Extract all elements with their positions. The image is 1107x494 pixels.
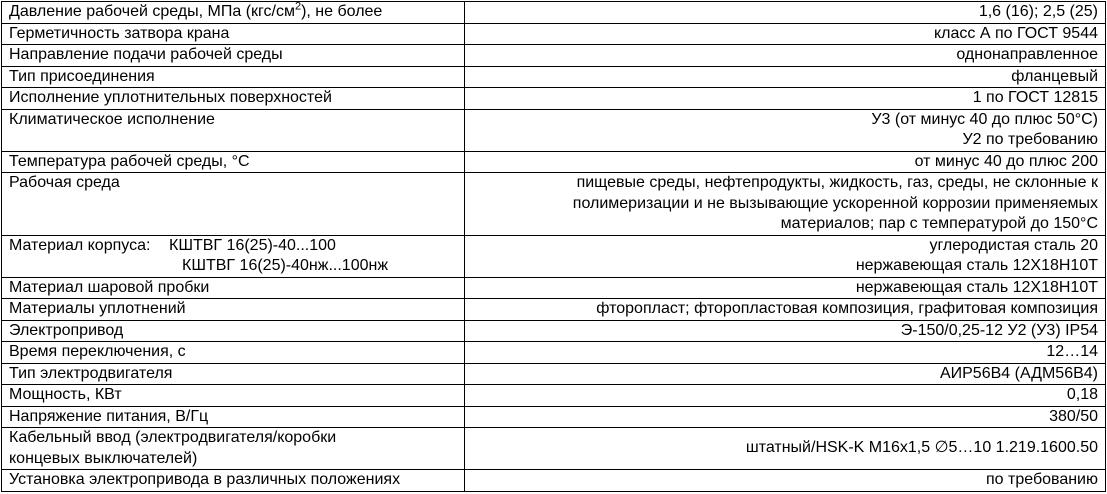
row-label: Материал шаровой пробки xyxy=(2,277,465,299)
row-label: Кабельный ввод (электродвигателя/коробки концевых выключателей) xyxy=(2,428,465,470)
row-value: фторопласт; фторопластовая композиция, графитовая композиция xyxy=(465,299,1106,321)
table-row xyxy=(2,342,1106,364)
table-row xyxy=(2,88,1106,110)
table-row xyxy=(2,470,1106,492)
table-row xyxy=(2,23,1106,45)
row-label: Тип присоединения xyxy=(2,66,465,88)
table-row xyxy=(2,363,1106,385)
row-value: фланцевый xyxy=(465,66,1106,88)
table-row xyxy=(2,428,1106,470)
row-label: Установка электропривода в различных положениях xyxy=(2,470,465,492)
table-row xyxy=(2,173,1106,236)
row-label: Направление подачи рабочей среды xyxy=(2,45,465,67)
row-value: пищевые среды, нефтепродукты, жидкость, газ, среды, не склонные к полимеризации и не вызывающие ускоренной коррозии применяемых материалов; пар с температурой до 150°С xyxy=(465,173,1106,236)
row-value: углеродистая сталь 20 нержавеющая сталь 12Х18Н10Т xyxy=(465,235,1106,277)
row-value: класс А по ГОСТ 9544 xyxy=(465,23,1106,45)
row-label: Температура рабочей среды, °С xyxy=(2,151,465,173)
row-value: 380/50 xyxy=(465,406,1106,428)
table-row xyxy=(2,299,1106,321)
row-label: Материал корпуса: КШТВГ 16(25)-40...100 КШТВГ 16(25)-40нж...100нж xyxy=(2,235,465,277)
table-row xyxy=(2,66,1106,88)
row-value: У3 (от минус 40 до плюс 50°С) У2 по требованию xyxy=(465,109,1106,151)
row-value: 0,18 xyxy=(465,385,1106,407)
row-label: Исполнение уплотнительных поверхностей xyxy=(2,88,465,110)
row-label: Рабочая среда xyxy=(2,173,465,236)
row-label: Тип электродвигателя xyxy=(2,363,465,385)
row-label: Климатическое исполнение xyxy=(2,109,465,151)
table-row xyxy=(2,109,1106,151)
row-value: по требованию xyxy=(465,470,1106,492)
table-row xyxy=(2,151,1106,173)
row-label: Герметичность затвора крана xyxy=(2,23,465,45)
table-row xyxy=(2,406,1106,428)
row-value: штатный/HSK-K M16x1,5 ∅5…10 1.219.1600.50 xyxy=(465,428,1106,470)
row-value: 12…14 xyxy=(465,342,1106,364)
row-value: 1 по ГОСТ 12815 xyxy=(465,88,1106,110)
table-row xyxy=(2,235,1106,277)
row-label: Время переключения, с xyxy=(2,342,465,364)
table-row xyxy=(2,277,1106,299)
row-value: 1,6 (16); 2,5 (25) xyxy=(465,2,1106,24)
row-value: Э-150/0,25-12 У2 (У3) IP54 xyxy=(465,320,1106,342)
table-row xyxy=(2,2,1106,24)
row-label: Электропривод xyxy=(2,320,465,342)
row-label: Мощность, КВт xyxy=(2,385,465,407)
row-label: Напряжение питания, В/Гц xyxy=(2,406,465,428)
row-value: АИР56В4 (АДМ56В4) xyxy=(465,363,1106,385)
row-value: однонаправленное xyxy=(465,45,1106,67)
table-row xyxy=(2,385,1106,407)
spec-table xyxy=(1,1,1106,492)
row-label: Давление рабочей среды, МПа $(кгс/см^2)$, не более xyxy=(2,2,465,24)
table-row xyxy=(2,45,1106,67)
row-label: Материалы уплотнений xyxy=(2,299,465,321)
row-value: от минус 40 до плюс 200 xyxy=(465,151,1106,173)
row-value: нержавеющая сталь 12Х18Н10Т xyxy=(465,277,1106,299)
table-row xyxy=(2,320,1106,342)
